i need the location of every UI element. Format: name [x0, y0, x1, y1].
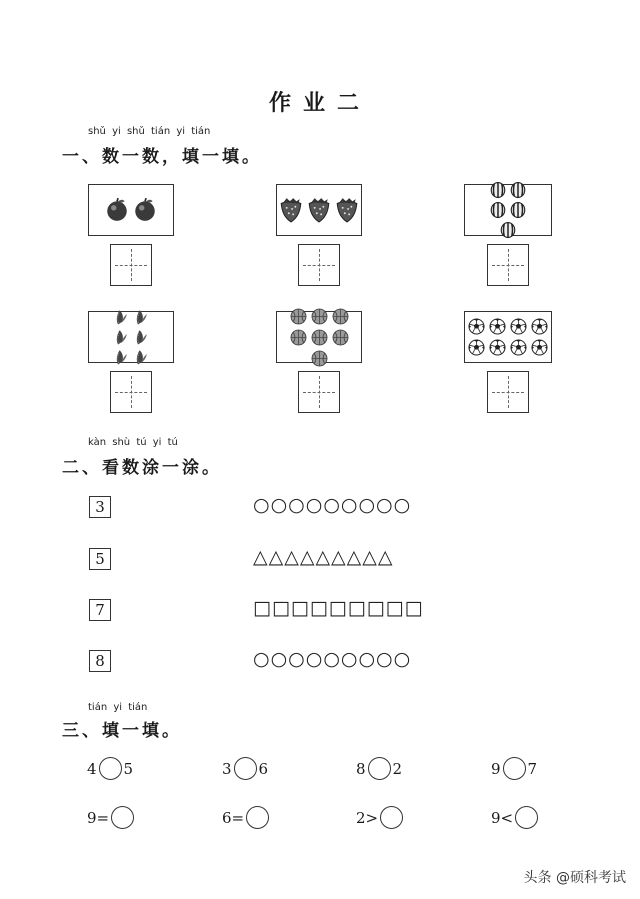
- compare-item: [222, 806, 271, 829]
- left-number: 3: [222, 759, 232, 778]
- answer-circle[interactable]: [380, 806, 403, 829]
- answer-box[interactable]: [298, 371, 340, 413]
- compare-item: [87, 757, 133, 780]
- picture-box-soccer-balls: [464, 311, 552, 363]
- answer-box[interactable]: [487, 371, 529, 413]
- left-number: 9: [491, 808, 501, 827]
- left-number: 2: [356, 808, 366, 827]
- watermelon-icon: [499, 221, 517, 239]
- corn-icon: [132, 348, 150, 366]
- watermelon-icon: [489, 181, 507, 199]
- apple-icon: [104, 197, 130, 223]
- answer-box[interactable]: [298, 244, 340, 286]
- basketball-icon: [289, 307, 308, 326]
- number-box: 7: [89, 599, 111, 621]
- soccer-ball-icon: [467, 317, 486, 336]
- basketball-icon: [331, 328, 350, 347]
- apple-icon: [132, 197, 158, 223]
- section3-pinyin: tián yi tián: [88, 702, 148, 713]
- corn-icon: [112, 308, 130, 326]
- compare-item: [356, 757, 402, 780]
- basketball-icon: [331, 307, 350, 326]
- triangle-row[interactable]: △△△△△△△△△: [253, 546, 394, 568]
- watermelon-icon: [489, 201, 507, 219]
- number-box: 8: [89, 650, 111, 672]
- square-row[interactable]: □□□□□□□□□: [253, 597, 424, 619]
- answer-circle[interactable]: [99, 757, 122, 780]
- corn-icon: [112, 328, 130, 346]
- strawberry-icon: [334, 197, 360, 223]
- right-number: 2: [392, 759, 403, 778]
- right-number: 5: [123, 759, 134, 778]
- watermelon-icon: [509, 201, 527, 219]
- answer-box[interactable]: [110, 371, 152, 413]
- soccer-ball-icon: [509, 317, 528, 336]
- left-number: 8: [356, 759, 366, 778]
- strawberry-icon: [306, 197, 332, 223]
- page-title: 作业二: [268, 90, 371, 116]
- answer-box[interactable]: [110, 244, 152, 286]
- basketball-icon: [310, 349, 329, 368]
- picture-box-watermelons: [464, 184, 552, 236]
- picture-box-strawberries: [276, 184, 362, 236]
- compare-item: [222, 757, 268, 780]
- soccer-ball-icon: [530, 338, 549, 357]
- operator: =: [231, 808, 245, 827]
- left-number: 6: [222, 808, 232, 827]
- answer-circle[interactable]: [515, 806, 538, 829]
- watermelon-icon: [509, 181, 527, 199]
- soccer-ball-icon: [488, 317, 507, 336]
- compare-item: [87, 806, 136, 829]
- answer-box[interactable]: [487, 244, 529, 286]
- section3-heading: 三、填一填。: [62, 721, 182, 741]
- section2-heading: 二、看数涂一涂。: [62, 458, 222, 478]
- soccer-ball-icon: [530, 317, 549, 336]
- compare-item: [491, 757, 537, 780]
- basketball-icon: [310, 307, 329, 326]
- section2-pinyin: kàn shù tú yi tú: [88, 437, 178, 448]
- answer-circle[interactable]: [368, 757, 391, 780]
- picture-box-corn: [88, 311, 174, 363]
- left-number: 9: [491, 759, 501, 778]
- compare-item: [491, 806, 540, 829]
- circle-row[interactable]: ○○○○○○○○○: [253, 494, 412, 516]
- soccer-ball-icon: [467, 338, 486, 357]
- soccer-ball-icon: [488, 338, 507, 357]
- section1-pinyin: shǔ yi shǔ tián yi tián: [88, 126, 211, 137]
- basketball-icon: [289, 328, 308, 347]
- number-box: 5: [89, 548, 111, 570]
- number-box: 3: [89, 496, 111, 518]
- left-number: 9: [87, 808, 97, 827]
- corn-icon: [112, 348, 130, 366]
- section1-heading: 一、数一数，填一填。: [62, 147, 262, 167]
- answer-circle[interactable]: [234, 757, 257, 780]
- answer-circle[interactable]: [111, 806, 134, 829]
- strawberry-icon: [278, 197, 304, 223]
- answer-circle[interactable]: [503, 757, 526, 780]
- left-number: 4: [87, 759, 97, 778]
- right-number: 7: [527, 759, 538, 778]
- right-number: 6: [258, 759, 269, 778]
- operator: =: [96, 808, 110, 827]
- basketball-icon: [310, 328, 329, 347]
- watermark: 头条 @硕科考试: [523, 870, 626, 886]
- picture-box-basketballs: [276, 311, 362, 363]
- picture-box-apples: [88, 184, 174, 236]
- corn-icon: [132, 308, 150, 326]
- soccer-ball-icon: [509, 338, 528, 357]
- operator: >: [365, 808, 379, 827]
- corn-icon: [132, 328, 150, 346]
- circle-row[interactable]: ○○○○○○○○○: [253, 648, 412, 670]
- answer-circle[interactable]: [246, 806, 269, 829]
- operator: <: [500, 808, 514, 827]
- compare-item: [356, 806, 405, 829]
